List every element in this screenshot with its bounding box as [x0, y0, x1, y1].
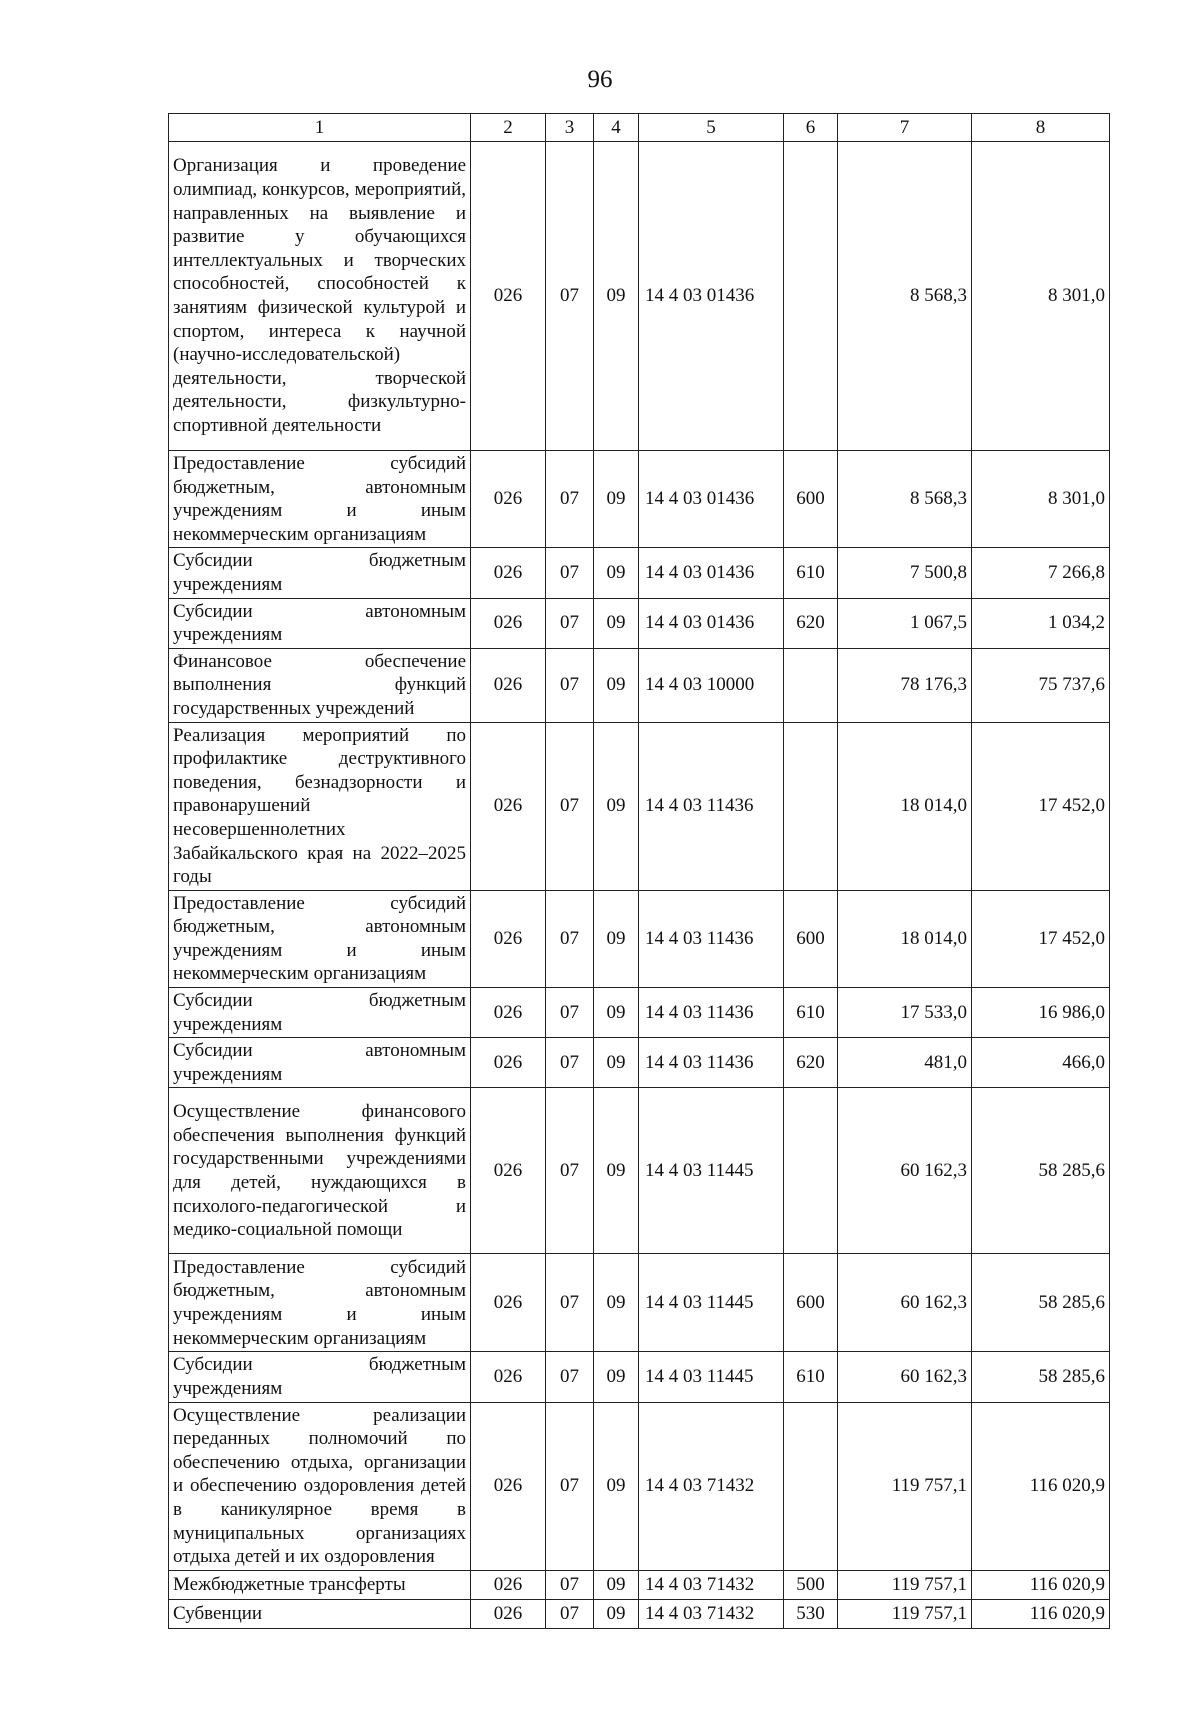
ministry-code-cell: 026 [471, 1038, 546, 1088]
subsection-code-cell: 09 [594, 1352, 639, 1402]
amount-col7-cell: 17 533,0 [838, 988, 972, 1038]
amount-col7-cell: 8 568,3 [838, 451, 972, 548]
expense-type-cell [784, 722, 838, 890]
subsection-code-cell: 09 [594, 1088, 639, 1254]
target-article-cell: 14 4 03 11445 [639, 1088, 784, 1254]
amount-col7-cell: 119 757,1 [838, 1599, 972, 1628]
table-row [169, 451, 1110, 548]
subsection-code-cell: 09 [594, 548, 639, 598]
amount-col7-cell: 60 162,3 [838, 1352, 972, 1402]
expense-type-cell [784, 1088, 838, 1254]
amount-col7-cell: 481,0 [838, 1038, 972, 1088]
expense-type-cell: 620 [784, 598, 838, 648]
subsection-code-cell: 09 [594, 598, 639, 648]
subsection-code-cell: 09 [594, 1570, 639, 1599]
column-header: 3 [546, 114, 594, 142]
section-code-cell: 07 [546, 1088, 594, 1254]
subsection-code-cell: 09 [594, 1254, 639, 1352]
row-name-cell: Межбюджетные трансферты [169, 1570, 471, 1599]
expense-type-cell [784, 1402, 838, 1570]
column-header: 6 [784, 114, 838, 142]
target-article-cell: 14 4 03 71432 [639, 1570, 784, 1599]
section-code-cell: 07 [546, 1038, 594, 1088]
section-code-cell: 07 [546, 890, 594, 987]
expense-type-cell: 620 [784, 1038, 838, 1088]
target-article-cell: 14 4 03 01436 [639, 142, 784, 451]
amount-col7-cell: 1 067,5 [838, 598, 972, 648]
subsection-code-cell: 09 [594, 722, 639, 890]
section-code-cell: 07 [546, 1402, 594, 1570]
section-code-cell: 07 [546, 1599, 594, 1628]
row-name-cell: Субсидии автономным учреждениям [169, 598, 471, 648]
expense-type-cell: 610 [784, 548, 838, 598]
amount-col8-cell: 116 020,9 [972, 1402, 1110, 1570]
row-name-cell: Субсидии автономным учреждениям [169, 1038, 471, 1088]
table-row [169, 598, 1110, 648]
section-code-cell: 07 [546, 988, 594, 1038]
target-article-cell: 14 4 03 11445 [639, 1254, 784, 1352]
subsection-code-cell: 09 [594, 988, 639, 1038]
expense-type-cell: 600 [784, 890, 838, 987]
section-code-cell: 07 [546, 598, 594, 648]
table-row [169, 722, 1110, 890]
row-name-cell: Организация и проведение олимпиад, конкурсов, мероприятий, направленных на выявление и развитие у обучающихся интеллектуальных и творческих способностей, способностей к занятиям физической культурой и спортом, интереса к научной (научно-исследовательской) деятельности, творческой деятельности, физкультурно-спортивной деятельности [169, 142, 471, 451]
target-article-cell: 14 4 03 01436 [639, 598, 784, 648]
table-row [169, 1599, 1110, 1628]
column-header: 4 [594, 114, 639, 142]
table-row [169, 1402, 1110, 1570]
table-row [169, 1570, 1110, 1599]
table-row [169, 548, 1110, 598]
amount-col7-cell: 119 757,1 [838, 1570, 972, 1599]
table-row [169, 648, 1110, 722]
target-article-cell: 14 4 03 01436 [639, 548, 784, 598]
amount-col8-cell: 8 301,0 [972, 142, 1110, 451]
subsection-code-cell: 09 [594, 142, 639, 451]
amount-col7-cell: 78 176,3 [838, 648, 972, 722]
row-name-cell: Субсидии бюджетным учреждениям [169, 548, 471, 598]
expense-type-cell: 610 [784, 1352, 838, 1402]
budget-table [168, 113, 1110, 1629]
expense-type-cell: 600 [784, 451, 838, 548]
ministry-code-cell: 026 [471, 890, 546, 987]
amount-col7-cell: 60 162,3 [838, 1254, 972, 1352]
expense-type-cell [784, 142, 838, 451]
subsection-code-cell: 09 [594, 1038, 639, 1088]
table-row [169, 890, 1110, 987]
target-article-cell: 14 4 03 71432 [639, 1402, 784, 1570]
row-name-cell: Субвенции [169, 1599, 471, 1628]
table-row [169, 1254, 1110, 1352]
target-article-cell: 14 4 03 71432 [639, 1599, 784, 1628]
ministry-code-cell: 026 [471, 142, 546, 451]
table-row [169, 1088, 1110, 1254]
amount-col8-cell: 116 020,9 [972, 1570, 1110, 1599]
target-article-cell: 14 4 03 11436 [639, 722, 784, 890]
row-name-cell: Предоставление субсидий бюджетным, автономным учреждениям и иным некоммерческим организациям [169, 451, 471, 548]
table-header-row [169, 114, 1110, 142]
section-code-cell: 07 [546, 648, 594, 722]
target-article-cell: 14 4 03 10000 [639, 648, 784, 722]
row-name-cell: Осуществление финансового обеспечения выполнения функций государственными учреждениями для детей, нуждающихся в психолого-педагогической и медико-социальной помощи [169, 1088, 471, 1254]
subsection-code-cell: 09 [594, 451, 639, 548]
section-code-cell: 07 [546, 548, 594, 598]
column-header: 2 [471, 114, 546, 142]
section-code-cell: 07 [546, 142, 594, 451]
amount-col8-cell: 16 986,0 [972, 988, 1110, 1038]
amount-col8-cell: 7 266,8 [972, 548, 1110, 598]
amount-col8-cell: 8 301,0 [972, 451, 1110, 548]
amount-col8-cell: 17 452,0 [972, 722, 1110, 890]
amount-col8-cell: 58 285,6 [972, 1088, 1110, 1254]
amount-col7-cell: 8 568,3 [838, 142, 972, 451]
amount-col8-cell: 1 034,2 [972, 598, 1110, 648]
section-code-cell: 07 [546, 1352, 594, 1402]
row-name-cell: Субсидии бюджетным учреждениям [169, 1352, 471, 1402]
table-row [169, 142, 1110, 451]
ministry-code-cell: 026 [471, 1352, 546, 1402]
amount-col7-cell: 7 500,8 [838, 548, 972, 598]
row-name-cell: Финансовое обеспечение выполнения функций государственных учреждений [169, 648, 471, 722]
ministry-code-cell: 026 [471, 988, 546, 1038]
amount-col8-cell: 17 452,0 [972, 890, 1110, 987]
section-code-cell: 07 [546, 451, 594, 548]
section-code-cell: 07 [546, 1570, 594, 1599]
row-name-cell: Осуществление реализации переданных полномочий по обеспечению отдыха, организации и обеспечению оздоровления детей в каникулярное время в муниципальных организациях отдыха детей и их оздоровления [169, 1402, 471, 1570]
ministry-code-cell: 026 [471, 451, 546, 548]
ministry-code-cell: 026 [471, 548, 546, 598]
amount-col7-cell: 60 162,3 [838, 1088, 972, 1254]
amount-col7-cell: 18 014,0 [838, 722, 972, 890]
ministry-code-cell: 026 [471, 598, 546, 648]
expense-type-cell: 610 [784, 988, 838, 1038]
column-header: 8 [972, 114, 1110, 142]
target-article-cell: 14 4 03 11436 [639, 1038, 784, 1088]
amount-col8-cell: 58 285,6 [972, 1352, 1110, 1402]
ministry-code-cell: 026 [471, 1088, 546, 1254]
subsection-code-cell: 09 [594, 1402, 639, 1570]
amount-col8-cell: 116 020,9 [972, 1599, 1110, 1628]
table-row [169, 1038, 1110, 1088]
ministry-code-cell: 026 [471, 1254, 546, 1352]
column-header: 1 [169, 114, 471, 142]
amount-col7-cell: 18 014,0 [838, 890, 972, 987]
amount-col8-cell: 75 737,6 [972, 648, 1110, 722]
section-code-cell: 07 [546, 1254, 594, 1352]
table-row [169, 988, 1110, 1038]
page-number: 96 [587, 66, 613, 93]
amount-col8-cell: 466,0 [972, 1038, 1110, 1088]
column-header: 7 [838, 114, 972, 142]
row-name-cell: Предоставление субсидий бюджетным, автономным учреждениям и иным некоммерческим организациям [169, 1254, 471, 1352]
section-code-cell: 07 [546, 722, 594, 890]
subsection-code-cell: 09 [594, 648, 639, 722]
subsection-code-cell: 09 [594, 890, 639, 987]
target-article-cell: 14 4 03 01436 [639, 451, 784, 548]
row-name-cell: Реализация мероприятий по профилактике деструктивного поведения, безнадзорности и правонарушений несовершеннолетних Забайкальского края на 2022–2025 годы [169, 722, 471, 890]
amount-col7-cell: 119 757,1 [838, 1402, 972, 1570]
table-row [169, 1352, 1110, 1402]
ministry-code-cell: 026 [471, 1599, 546, 1628]
column-header: 5 [639, 114, 784, 142]
ministry-code-cell: 026 [471, 1402, 546, 1570]
amount-col8-cell: 58 285,6 [972, 1254, 1110, 1352]
target-article-cell: 14 4 03 11445 [639, 1352, 784, 1402]
target-article-cell: 14 4 03 11436 [639, 988, 784, 1038]
ministry-code-cell: 026 [471, 1570, 546, 1599]
row-name-cell: Предоставление субсидий бюджетным, автономным учреждениям и иным некоммерческим организациям [169, 890, 471, 987]
expense-type-cell: 500 [784, 1570, 838, 1599]
ministry-code-cell: 026 [471, 722, 546, 890]
ministry-code-cell: 026 [471, 648, 546, 722]
subsection-code-cell: 09 [594, 1599, 639, 1628]
expense-type-cell [784, 648, 838, 722]
target-article-cell: 14 4 03 11436 [639, 890, 784, 987]
expense-type-cell: 600 [784, 1254, 838, 1352]
expense-type-cell: 530 [784, 1599, 838, 1628]
row-name-cell: Субсидии бюджетным учреждениям [169, 988, 471, 1038]
